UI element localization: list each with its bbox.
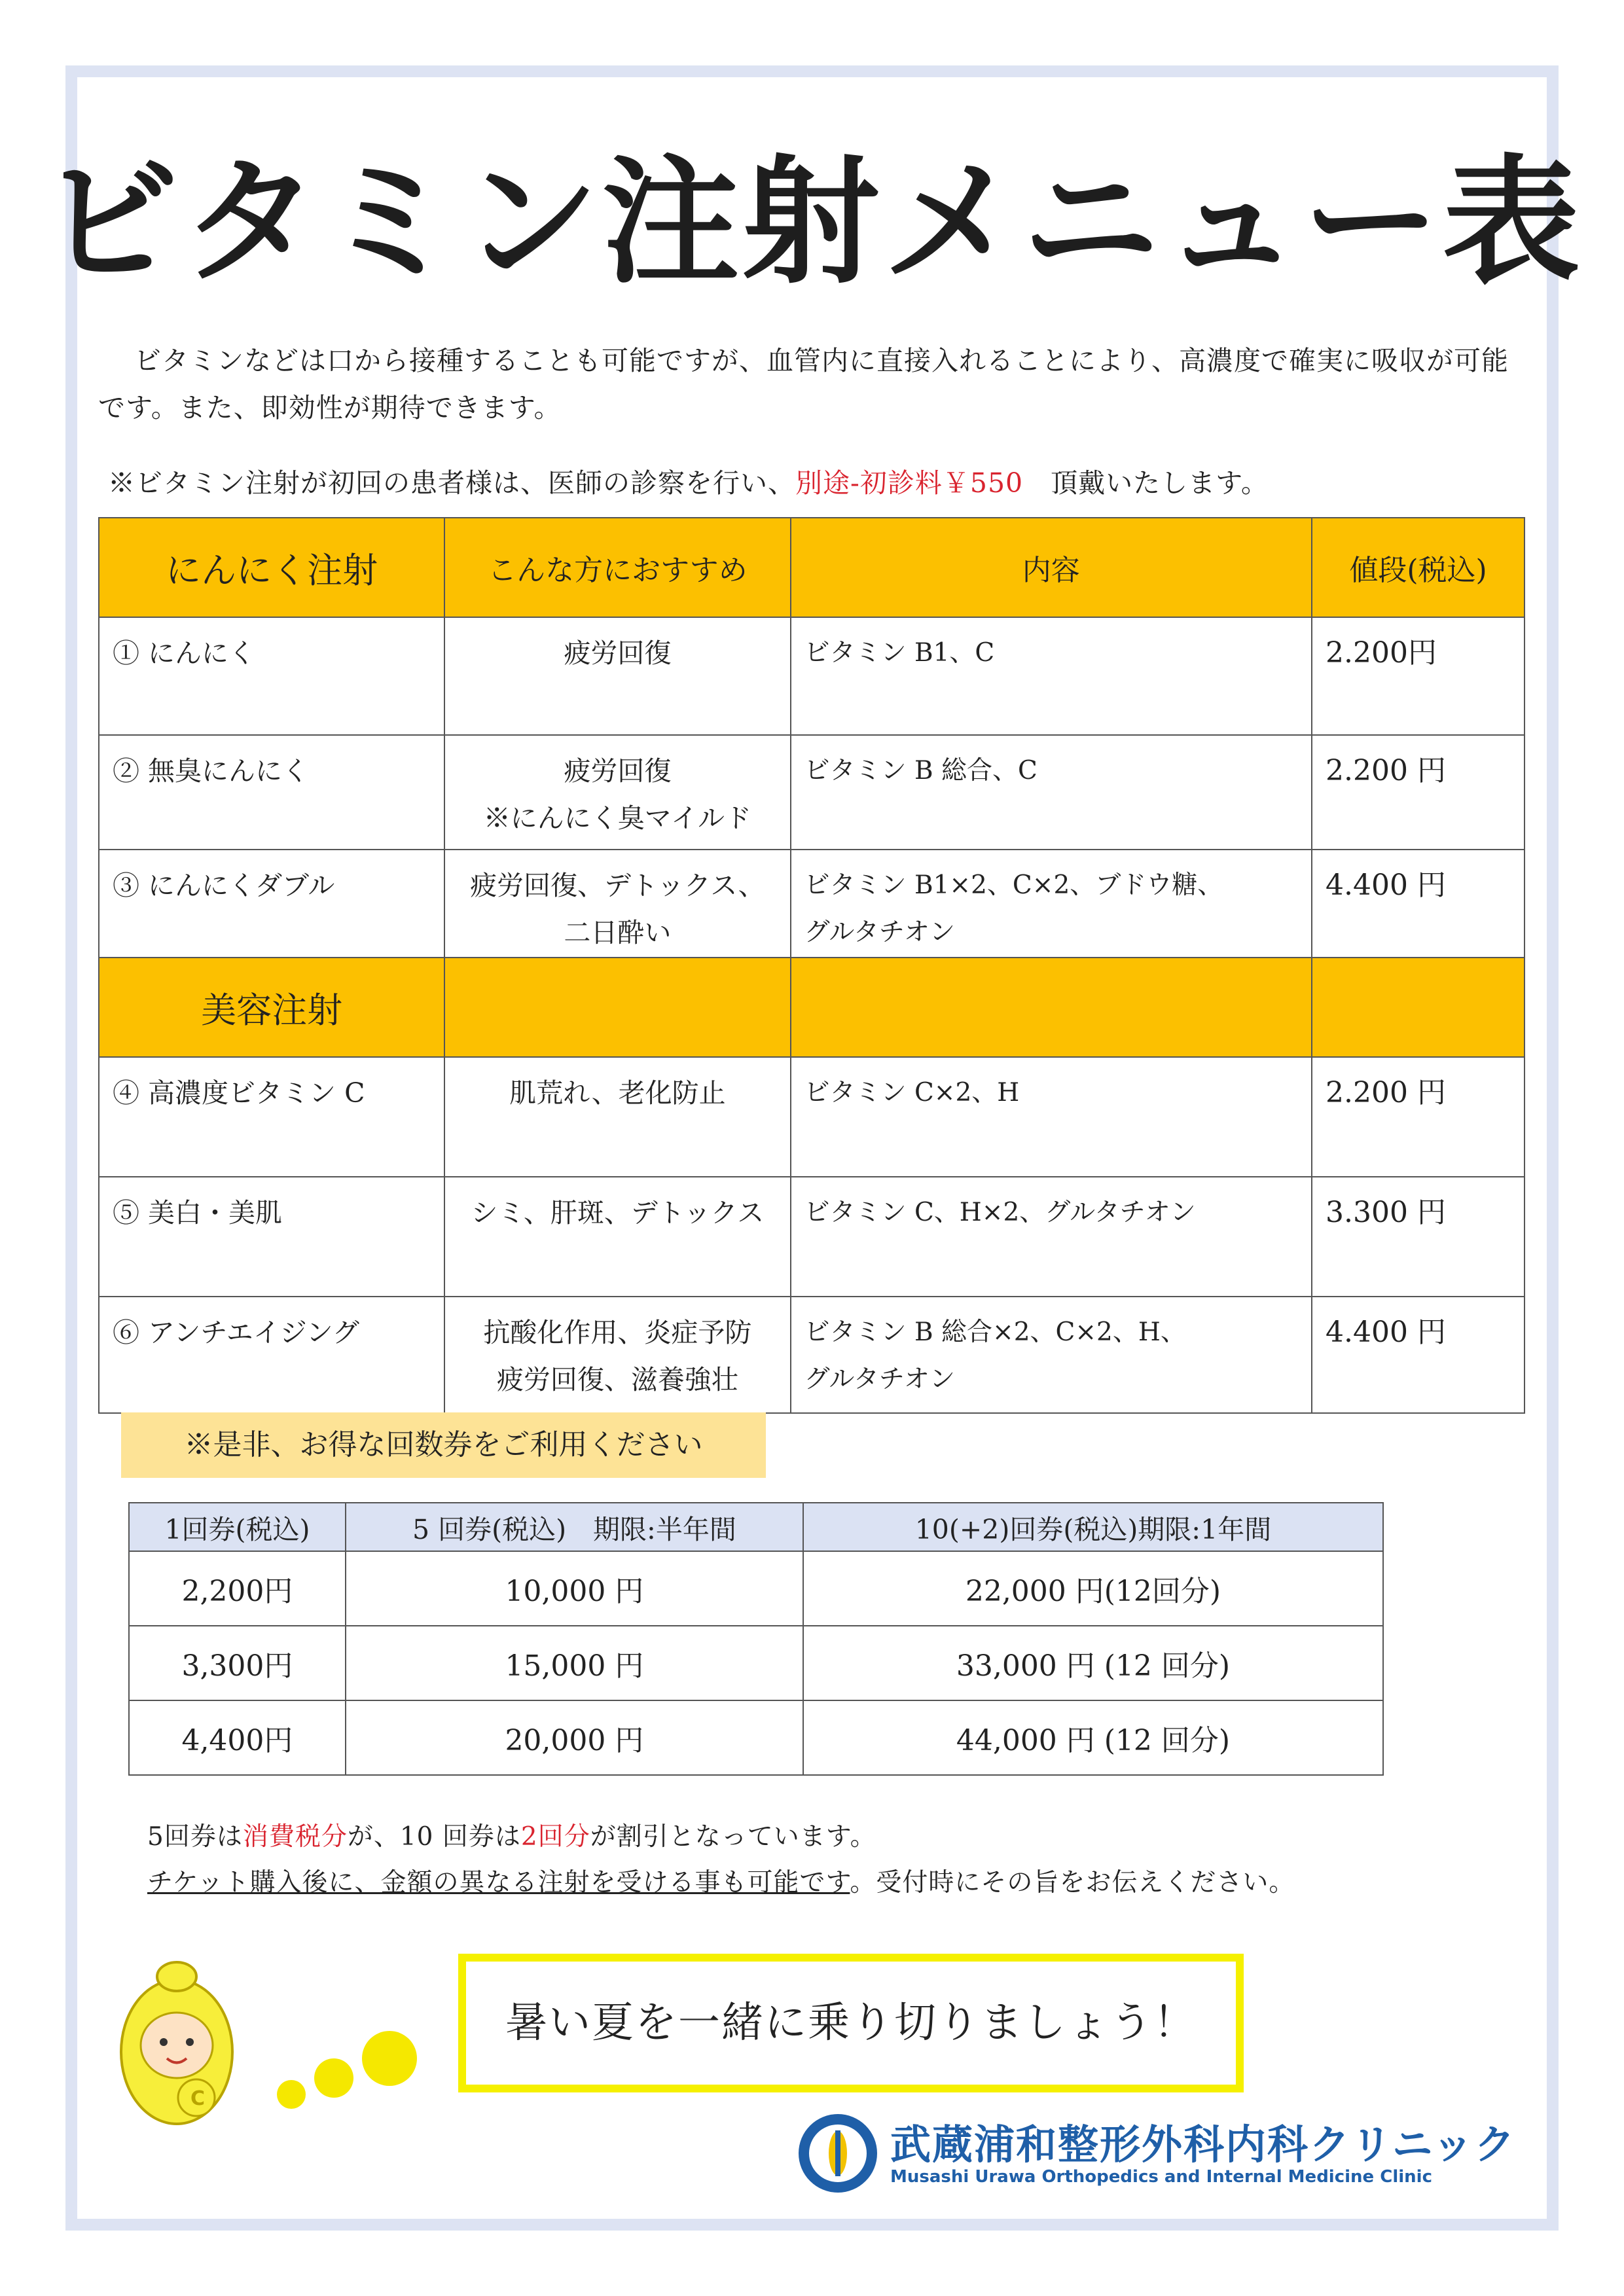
notice-fee: 別途-初診料￥550 bbox=[795, 467, 1024, 499]
menu-item-price: 3.300 円 bbox=[1312, 1177, 1525, 1297]
ticket-row bbox=[129, 1626, 1383, 1700]
menu-row bbox=[99, 850, 1525, 958]
ticket-promo-banner: ※是非、お得な回数券をご利用ください bbox=[121, 1412, 766, 1478]
svg-text:C: C bbox=[190, 2087, 206, 2110]
ticket-cell: 20,000 円 bbox=[346, 1700, 803, 1775]
menu-table bbox=[98, 517, 1525, 1414]
ticket-cell: 10,000 円 bbox=[346, 1551, 803, 1626]
menu-row bbox=[99, 1297, 1525, 1413]
ticket-header-row bbox=[129, 1503, 1383, 1551]
menu-item-content: ビタミン B 総合×2、C×2、H、 グルタチオン bbox=[791, 1297, 1312, 1413]
ticket-cell: 3,300円 bbox=[129, 1626, 346, 1700]
menu-item-name: ④ 高濃度ビタミン C bbox=[99, 1057, 444, 1177]
notice-prefix: ※ビタミン注射が初回の患者様は、医師の診察を行い、 bbox=[108, 467, 795, 499]
single-ticket-header: 1回券(税込) bbox=[129, 1503, 346, 1551]
beauty-section-title: 美容注射 bbox=[99, 958, 444, 1057]
menu-item-content: ビタミン B 総合、C bbox=[791, 735, 1312, 850]
menu-row bbox=[99, 735, 1525, 850]
content-header: 内容 bbox=[791, 518, 1312, 617]
menu-item-content: ビタミン C、H×2、グルタチオン bbox=[791, 1177, 1312, 1297]
recommend-header: こんな方におすすめ bbox=[444, 518, 790, 617]
page-title: ビタミン注射メニュー表 bbox=[41, 142, 1583, 302]
menu-item-price: 2.200 円 bbox=[1312, 1057, 1525, 1177]
menu-item-price: 2.200 円 bbox=[1312, 735, 1525, 850]
menu-item-content: ビタミン B1、C bbox=[791, 617, 1312, 735]
price-header: 値段(税込) bbox=[1312, 518, 1525, 617]
menu-item-name: ⑤ 美白・美肌 bbox=[99, 1177, 444, 1297]
ticket-cell: 15,000 円 bbox=[346, 1626, 803, 1700]
five-ticket-header: 5 回券(税込) 期限:半年間 bbox=[346, 1503, 803, 1551]
ticket-row bbox=[129, 1551, 1383, 1626]
ticket-cell: 22,000 円(12回分) bbox=[803, 1551, 1383, 1626]
notice-suffix: 頂戴いたします。 bbox=[1023, 467, 1269, 499]
menu-item-price: 4.400 円 bbox=[1312, 850, 1525, 958]
menu-item-recommend: 疲労回復 ※にんにく臭マイルド bbox=[444, 735, 790, 850]
menu-item-name: ① にんにく bbox=[99, 617, 444, 735]
beauty-header-row bbox=[99, 958, 1525, 1057]
menu-header-row bbox=[99, 518, 1525, 617]
summer-message-box: 暑い夏を一緒に乗り切りましょう！ bbox=[458, 1954, 1244, 2092]
ticket-usage-note: チケット購入後に、金額の異なる注射を受ける事も可能です。受付時にその旨をお伝えください。 bbox=[147, 1868, 1295, 1897]
ticket-cell: 2,200円 bbox=[129, 1551, 346, 1626]
menu-item-recommend: 疲労回復、デトックス、 二日酔い bbox=[444, 850, 790, 958]
clinic-logo bbox=[795, 2111, 1515, 2202]
first-visit-notice bbox=[108, 463, 1548, 503]
menu-item-recommend: 肌荒れ、老化防止 bbox=[444, 1057, 790, 1177]
menu-item-name: ⑥ アンチエイジング bbox=[99, 1297, 444, 1413]
ticket-cell: 4,400円 bbox=[129, 1700, 346, 1775]
ticket-row bbox=[129, 1700, 1383, 1775]
garlic-section-title: にんにく注射 bbox=[99, 518, 444, 617]
menu-item-price: 4.400 円 bbox=[1312, 1297, 1525, 1413]
menu-row bbox=[99, 617, 1525, 735]
discount-note: 5回券は消費税分が、10 回券は2回分が割引となっています。 bbox=[147, 1822, 876, 1852]
intro-text: ビタミンなどは口から接種することも可能ですが、血管内に直接入れることにより、高濃度で確実に吸収が可能です。また、即効性が期待できます。 bbox=[98, 345, 1509, 423]
ticket-price-table bbox=[128, 1502, 1384, 1776]
menu-item-recommend: 疲労回復 bbox=[444, 617, 790, 735]
menu-item-recommend: シミ、肝斑、デトックス bbox=[444, 1177, 790, 1297]
ticket-cell: 33,000 円 (12 回分) bbox=[803, 1626, 1383, 1700]
clinic-logo-icon bbox=[795, 2111, 880, 2196]
menu-item-content: ビタミン C×2、H bbox=[791, 1057, 1312, 1177]
menu-item-name: ② 無臭にんにく bbox=[99, 735, 444, 850]
lemon-mascot-icon bbox=[98, 1931, 452, 2140]
menu-row bbox=[99, 1177, 1525, 1297]
clinic-name-jp: 武蔵浦和整形外科内科クリニック bbox=[890, 2121, 1517, 2168]
ticket-cell: 44,000 円 (12 回分) bbox=[803, 1700, 1383, 1775]
menu-item-name: ③ にんにくダブル bbox=[99, 850, 444, 958]
menu-item-price: 2.200円 bbox=[1312, 617, 1525, 735]
menu-item-recommend: 抗酸化作用、炎症予防 疲労回復、滋養強壮 bbox=[444, 1297, 790, 1413]
ten-ticket-header: 10(+2)回券(税込)期限:1年間 bbox=[803, 1503, 1383, 1551]
menu-row bbox=[99, 1057, 1525, 1177]
clinic-name-en: Musashi Urawa Orthopedics and Internal Medicine Clinic bbox=[890, 2167, 1432, 2187]
menu-item-content: ビタミン B1×2、C×2、ブドウ糖、 グルタチオン bbox=[791, 850, 1312, 958]
